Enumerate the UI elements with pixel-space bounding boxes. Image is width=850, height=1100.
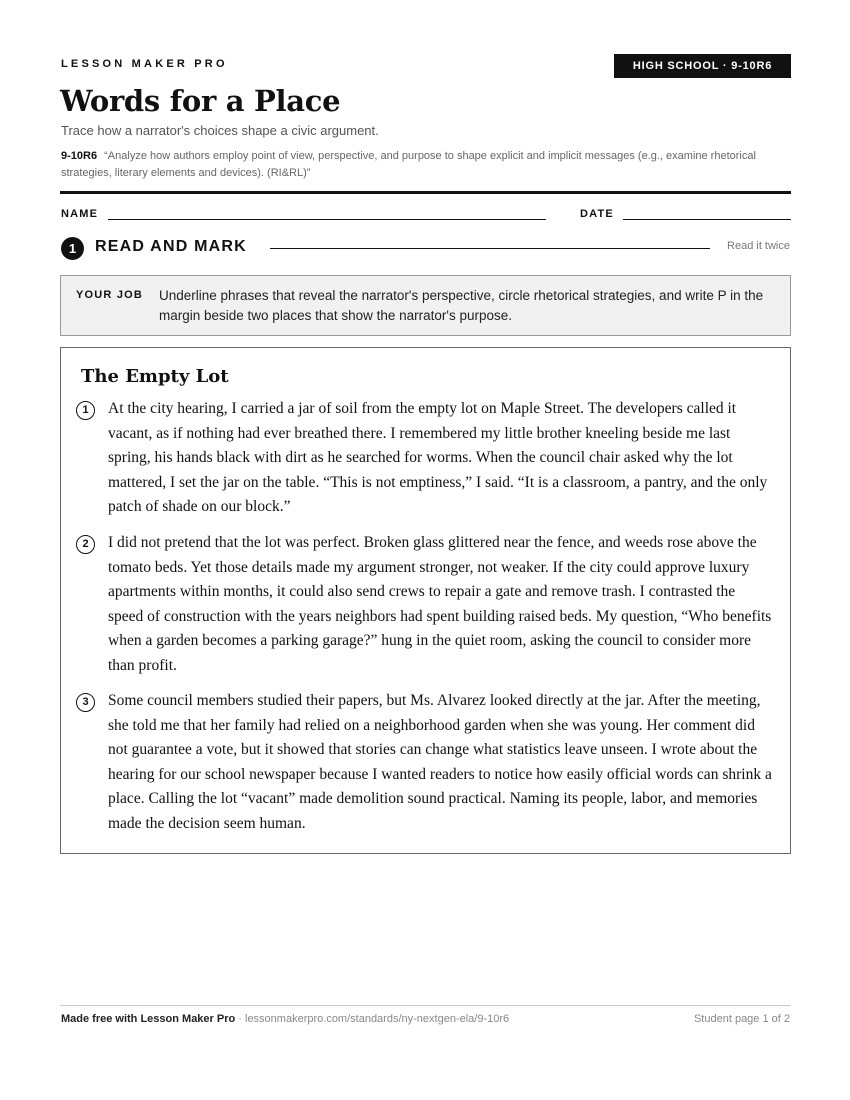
footer-separator: ·: [235, 1013, 245, 1025]
instructions-box: [60, 275, 791, 336]
brand-name: LESSON MAKER PRO: [61, 58, 228, 70]
footer-page-number: Student page 1 of 2: [693, 1013, 790, 1025]
footer-url[interactable]: lessonmakerpro.com/standards/ny-nextgen-ela/9-10r6: [245, 1013, 510, 1025]
instructions-text: Underline phrases that reveal the narrator's perspective, circle rhetorical strategies, and write P in the margin beside two places that show the narrator's purpose.: [159, 288, 764, 323]
instructions-label: YOUR JOB: [76, 289, 144, 301]
section-divider: [270, 248, 710, 249]
footer-divider: [60, 1005, 791, 1006]
grade-standard-badge: HIGH SCHOOL · 9-10R6: [614, 54, 791, 78]
date-write-line[interactable]: [623, 219, 791, 220]
passage-title: The Empty Lot: [81, 366, 229, 387]
footer-credit: [61, 1013, 509, 1025]
reading-passage: [60, 347, 791, 854]
standard-text: “Analyze how authors employ point of view, perspective, and purpose to shape explicit and implicit messages (e.g., examine rhetorical strategies, literary elements and devices). (RI&RL)”: [61, 150, 756, 179]
paragraph-number-2: 2: [76, 535, 95, 554]
name-write-line[interactable]: [108, 219, 546, 220]
footer-made-with: Made free with Lesson Maker Pro: [61, 1013, 236, 1025]
paragraph-number-1: 1: [76, 401, 95, 420]
standard-description: [61, 148, 791, 182]
paragraph-number-3: 3: [76, 693, 95, 712]
page-subtitle: Trace how a narrator's choices shape a civic argument.: [61, 123, 379, 138]
section-number-badge: 1: [61, 237, 84, 260]
standard-code: 9-10R6: [61, 150, 98, 162]
page-title: Words for a Place: [60, 84, 341, 118]
section-note: Read it twice: [727, 240, 790, 252]
date-label: DATE: [580, 208, 614, 220]
paragraph-2: I did not pretend that the lot was perfect. Broken glass glittered near the fence, and weeds rose above the tomato beds. Yet those details made my argument stronger, not weaker. If the city could approve luxury apartments within months, it could also send crews to repair a gate and remove trash. I contrasted the speed of construction with the years neighbors had spent building raised beds. My question, “Who benefits when a garden becomes a parking garage?” hung in the quiet room, asking the council to consider more than profit.: [108, 534, 772, 674]
header-divider: [60, 191, 791, 194]
paragraph-3: Some council members studied their papers, but Ms. Alvarez looked directly at the jar. After the meeting, she told me that her family had relied on a neighborhood garden when she was young. Her comment did not guarantee a vote, but it showed that stories can change what statistics leave unseen. I wrote about the hearing for our school newspaper because I wanted readers to notice how easily official words can shrink a place. Calling the lot “vacant” made demolition sound practical. Naming its people, labor, and memories made the decision seem human.: [108, 692, 772, 832]
paragraph-1: At the city hearing, I carried a jar of soil from the empty lot on Maple Street. The developers called it vacant, as if nothing had ever breathed there. I remembered my little brother kneeling beside me last spring, his hands black with dirt as he searched for worms. When the council chair asked why the lot mattered, I set the jar on the table. “This is not emptiness,” I said. “It is a classroom, a pantry, and the only patch of shade on our block.”: [108, 400, 768, 516]
name-label: NAME: [61, 208, 99, 220]
section-title: READ AND MARK: [95, 238, 247, 255]
